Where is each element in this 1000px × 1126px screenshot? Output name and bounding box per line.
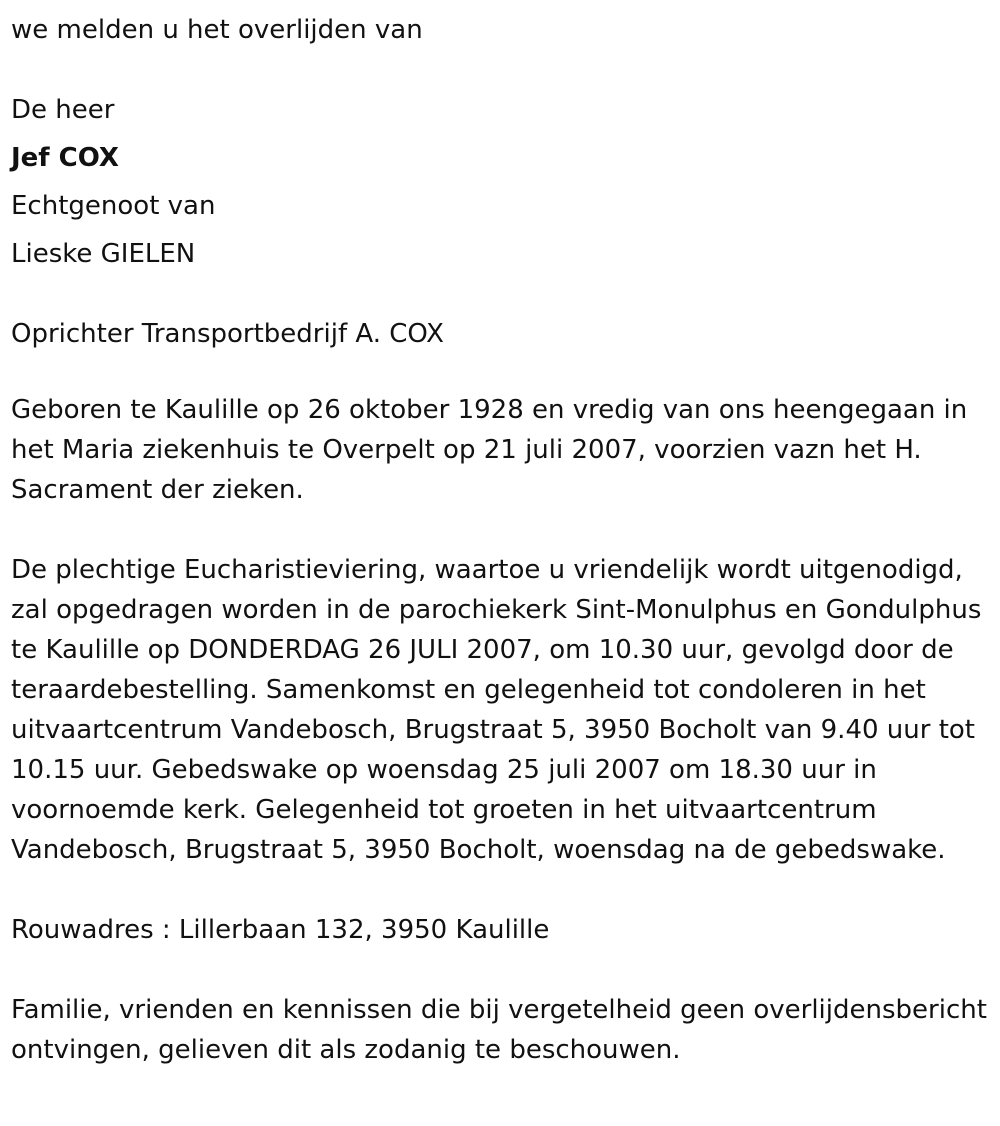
spouse-label: Echtgenoot van xyxy=(11,191,216,221)
mourning-address: Rouwadres : Lillerbaan 132, 3950 Kaulille xyxy=(11,915,550,945)
spouse-name: Lieske GIELEN xyxy=(11,239,196,269)
birth-death-paragraph: Geboren te Kaulille op 26 oktober 1928 en vredig van ons heengegaan in het Maria ziekenhuis te Overpelt op 21 juli 2007, voorzien vazn het H. Sacrament der zieken. xyxy=(11,395,968,505)
occupation-text: Oprichter Transportbedrijf A. COX xyxy=(11,319,444,349)
title-prefix: De heer xyxy=(11,95,115,125)
intro-text: we melden u het overlijden van xyxy=(11,15,423,45)
service-paragraph: De plechtige Eucharistieviering, waartoe u vriendelijk wordt uitgenodigd, zal opgedragen worden in de parochiekerk Sint-Monulphus en Gondulphus te Kaulille op DONDERDAG 26 JULI 2007, om 10.30 uur, gevolgd door de teraardebestelling. Samenkomst en gelegenheid tot condoleren in het uitvaartcentrum Vandebosch, Brugstraat 5, 3950 Bocholt van 9.40 uur tot 10.15 uur. Gebedswake op woensdag 25 juli 2007 om 18.30 uur in voornoemde kerk. Gelegenheid tot groeten in het uitvaartcentrum Vandebosch, Brugstraat 5, 3950 Bocholt, woensdag na de gebedswake. xyxy=(11,555,982,865)
death-notice xyxy=(11,6,996,1070)
deceased-name: Jef COX xyxy=(11,143,119,173)
closing-paragraph: Familie, vrienden en kennissen die bij vergetelheid geen overlijdensbericht ontvingen, gelieven dit als zodanig te beschouwen. xyxy=(11,995,987,1065)
